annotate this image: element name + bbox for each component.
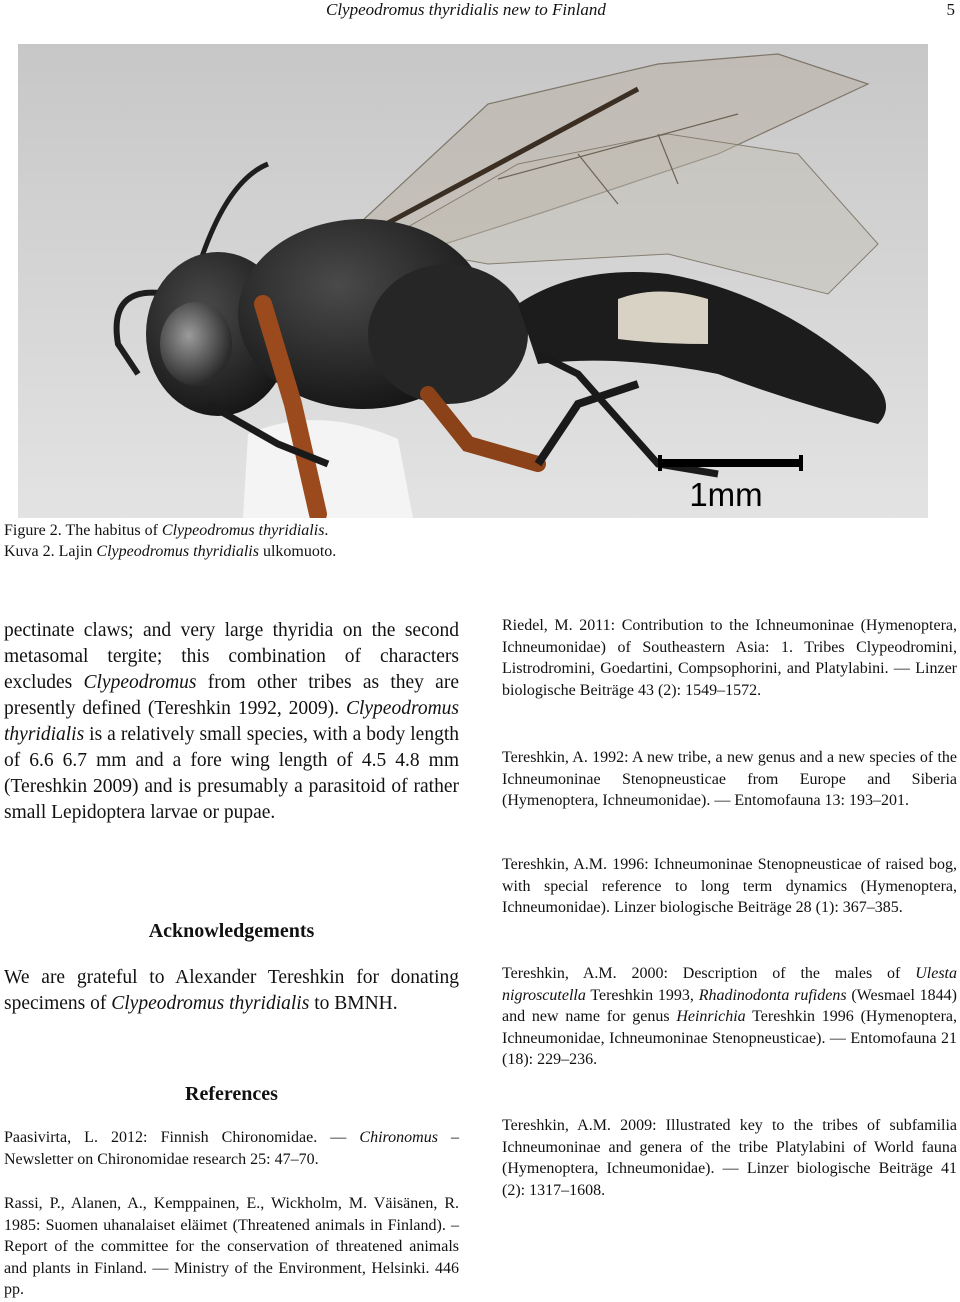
acknowledgements-heading: Acknowledgements (148, 920, 315, 942)
reference-item: Paasivirta, L. 2012: Finnish Chironomidae. — Chironomus – Newsletter on Chironomidae research 25: 47–70. (4, 1129, 460, 1168)
running-header (0, 0, 960, 22)
page-number: 5 (946, 0, 955, 19)
scale-bar (658, 459, 803, 467)
caption-english: Figure 2. The habitus of Clypeodromus thyridialis. (4, 522, 329, 539)
reference-item: Tereshkin, A.M. 1996: Ichneumoninae Stenopneusticae of raised bog, with special reference to long term dynamics (Hymenoptera, Ichneumonidae). Linzer biologische Beiträge 28 (1): 367–385. (502, 856, 957, 916)
scale-label: 1mm (689, 476, 763, 513)
acknowledgements-text: We are grateful to Alexander Tereshkin for donating specimens of Clypeodromus thyridialis to BMNH. (4, 967, 459, 1014)
reference-item: Riedel, M. 2011: Contribution to the Ichneumoninae (Hymenoptera, Ichneumonidae) of Southeastern Asia: 1. Tribes Clypeodromini, Listrodromini, Goedartini, Compsophorini, and Platylabini. — Linzer biologische Beiträge 43 (2): 1549–1572. (502, 617, 957, 699)
running-title: Clypeodromus thyridialis new to Finland (326, 0, 606, 19)
wasp-photo (18, 44, 928, 518)
reference-item: Tereshkin, A.M. 2000: Description of the males of Ulesta nigroscutella Tereshkin 1993, Rhadinodonta rufidens (Wesmael 1844) and new name for genus Heinrichia Tereshkin 1996 (Hymenoptera, Ichneumonidae, Ichneumoninae Stenopneusticae). — Entomofauna 21 (18): 229–236. (502, 965, 957, 1068)
caption-finnish: Kuva 2. Lajin Clypeodromus thyridialis ulkomuoto. (4, 543, 337, 560)
reference-item: Tereshkin, A.M. 2009: Illustrated key to the tribes of subfamilia Ichneumoninae and genera of the tribe Platylabini of World fauna (Hymenoptera, Ichneumonidae). — Linzer biologische Beiträge 41 (2): 1317–1608. (502, 1117, 957, 1199)
reference-item: Tereshkin, A. 1992: A new tribe, a new genus and a new species of the Ichneumoninae Stenopneusticae from Europe and Siberia (Hymenoptera, Ichneumonidae). — Entomofauna 13: 193–201. (502, 749, 957, 809)
figure-caption (4, 520, 336, 562)
habitus-figure (18, 44, 928, 518)
reference-item: Rassi, P., Alanen, A., Kemppainen, E., Wickholm, M. Väisänen, R. 1985: Suomen uhanalaiset eläimet (Threatened animals in Finland). – Report of the committee for the conservation of threatened animals and plants in Finland. — Ministry of the Environment, Helsinki. 446 pp. (4, 1195, 459, 1298)
body-paragraph: pectinate claws; and very large thyridia on the second metasomal tergite; this combination of characters excludes Clypeodromus from other tribes as they are presently defined (Tereshkin 1992, 2009). Clypeodromus thyridialis is a relatively small species, with a body length of 6.6 6.7 mm and a fore wing length of 4.5 4.8 mm (Tereshkin 2009) and is presumably a parasitoid of rather small Lepidoptera larvae or pupae. (4, 620, 459, 823)
references-heading: References (185, 1083, 278, 1105)
